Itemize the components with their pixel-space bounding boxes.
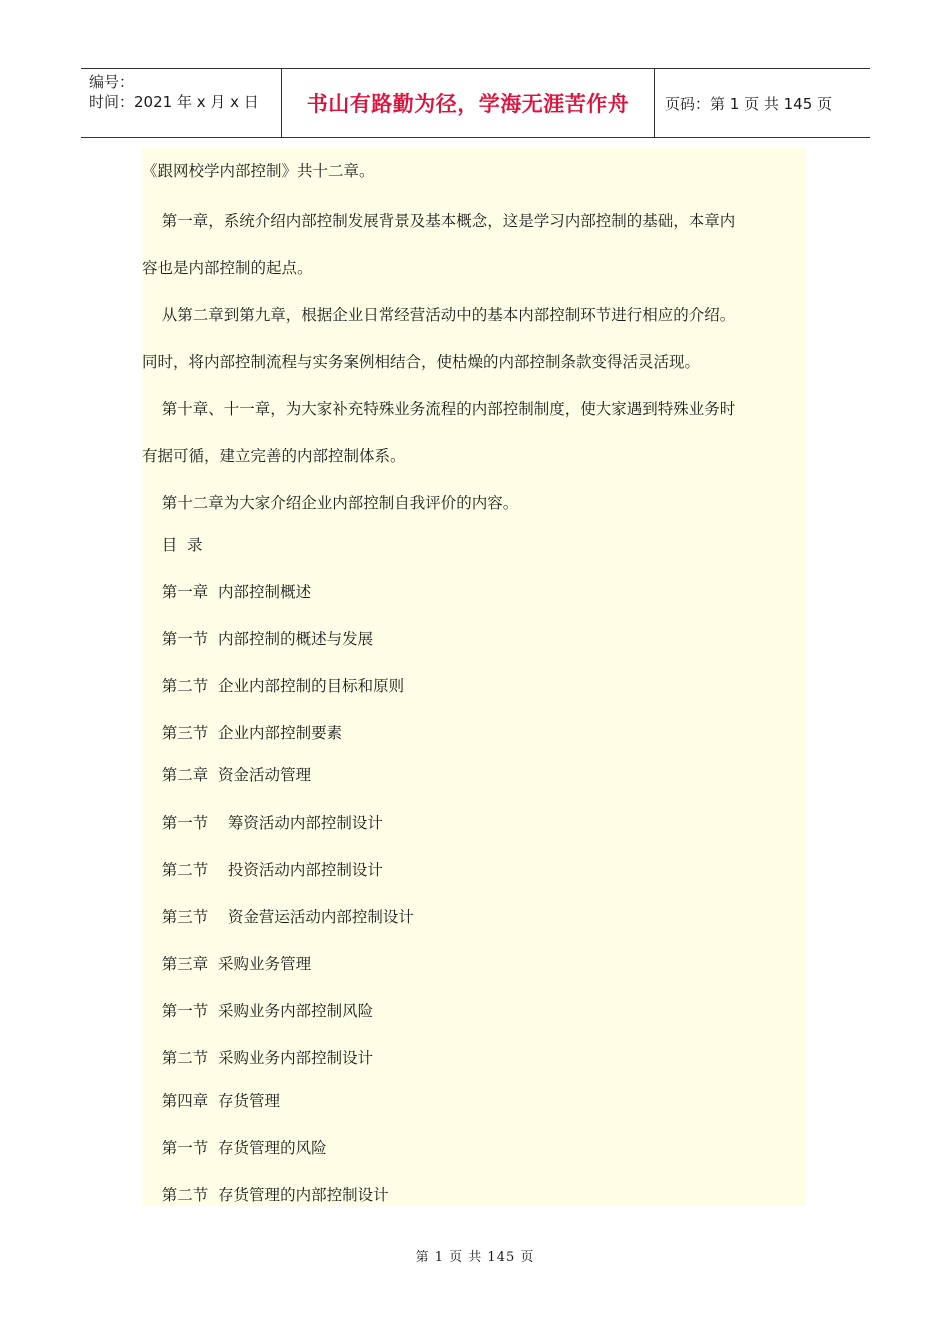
body-line: 第十章、十一章，为大家补充特殊业务流程的内部控制制度，使大家遇到特殊业务时: [142, 400, 736, 418]
header-page-label: 页码：第 1 页 共 145 页: [665, 94, 833, 113]
body-line: 容也是内部控制的起点。: [142, 259, 313, 277]
page-footer: 第 1 页 共 145 页: [415, 1250, 535, 1265]
body-line: 《跟网校学内部控制》共十二章。: [142, 162, 375, 180]
toc-entry: 第一节 存货管理的风险: [142, 1139, 327, 1157]
toc-entry: 第三节 资金营运活动内部控制设计: [142, 908, 414, 926]
toc-heading: 目 录: [142, 536, 203, 554]
toc-entry: 第二节 存货管理的内部控制设计: [142, 1186, 389, 1204]
header-motto: 书山有路勤为径，学海无涯苦作舟: [281, 69, 655, 137]
toc-entry: 第一节 采购业务内部控制风险: [142, 1002, 374, 1020]
toc-entry: 第一节 筹资活动内部控制设计: [142, 814, 383, 832]
toc-entry: 第二节 投资活动内部控制设计: [142, 861, 383, 879]
toc-entry: 第一章 内部控制概述: [142, 583, 312, 601]
toc-entry: 第四章 存货管理: [142, 1092, 281, 1110]
toc-entry: 第三节 企业内部控制要素: [142, 724, 343, 742]
document-date-label: 时间：2021 年 x 月 x 日: [89, 93, 259, 111]
body-line: 第一章，系统介绍内部控制发展背景及基本概念，这是学习内部控制的基础，本章内: [142, 212, 736, 230]
toc-entry: 第三章 采购业务管理: [142, 955, 312, 973]
document-body: [142, 148, 806, 1206]
toc-entry: 第一节 内部控制的概述与发展: [142, 630, 374, 648]
toc-entry: 第二节 采购业务内部控制设计: [142, 1049, 374, 1067]
body-line: 有据可循，建立完善的内部控制体系。: [142, 447, 406, 465]
toc-entry: 第二章 资金活动管理: [142, 766, 312, 784]
body-line: 同时，将内部控制流程与实务案例相结合，使枯燥的内部控制条款变得活灵活现。: [142, 353, 701, 371]
body-line: 第十二章为大家介绍企业内部控制自我评价的内容。: [142, 494, 519, 512]
body-line: 从第二章到第九章，根据企业日常经营活动中的基本内部控制环节进行相应的介绍。: [142, 306, 736, 324]
toc-entry: 第二节 企业内部控制的目标和原则: [142, 677, 405, 695]
document-number-label: 编号：: [89, 73, 135, 91]
header-meta: [81, 69, 281, 137]
page-header: [81, 68, 870, 138]
